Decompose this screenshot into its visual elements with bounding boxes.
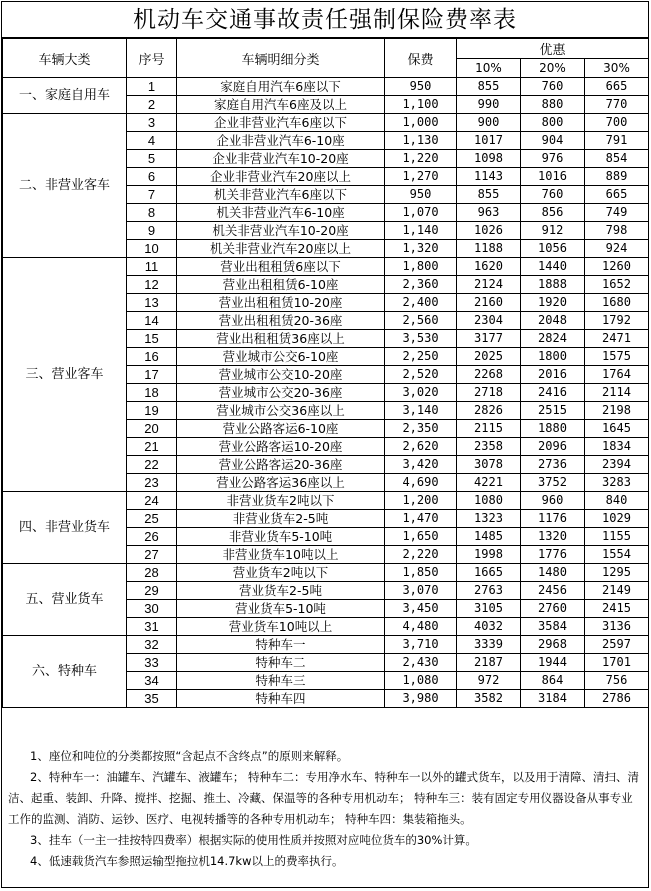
row-discount-10: 2358 (457, 438, 521, 456)
row-discount-30: 749 (585, 204, 649, 222)
row-seq: 11 (127, 258, 177, 276)
row-discount-10: 900 (457, 114, 521, 132)
row-premium: 2,350 (385, 420, 457, 438)
row-detail: 非营业货车2吨以下 (177, 492, 385, 510)
row-detail: 机关非营业汽车6座以下 (177, 186, 385, 204)
row-discount-30: 1260 (585, 258, 649, 276)
row-discount-10: 3177 (457, 330, 521, 348)
row-discount-30: 889 (585, 168, 649, 186)
row-detail: 非营业货车5-10吨 (177, 528, 385, 546)
row-discount-20: 912 (521, 222, 585, 240)
table-row (3, 114, 649, 132)
row-seq: 14 (127, 312, 177, 330)
row-seq: 5 (127, 150, 177, 168)
row-detail: 营业公路客运10-20座 (177, 438, 385, 456)
table-row (3, 492, 649, 510)
row-detail: 营业公路客运6-10座 (177, 420, 385, 438)
row-discount-20: 1440 (521, 258, 585, 276)
row-seq: 32 (127, 636, 177, 654)
row-seq: 9 (127, 222, 177, 240)
row-discount-10: 990 (457, 96, 521, 114)
category-cell: 六、特种车 (3, 636, 127, 708)
row-detail: 营业城市公交20-36座 (177, 384, 385, 402)
row-discount-30: 665 (585, 78, 649, 96)
row-discount-30: 2786 (585, 690, 649, 708)
row-seq: 28 (127, 564, 177, 582)
row-premium: 1,220 (385, 150, 457, 168)
row-discount-10: 1485 (457, 528, 521, 546)
row-detail: 营业公路客运36座以上 (177, 474, 385, 492)
row-premium: 3,020 (385, 384, 457, 402)
row-premium: 1,100 (385, 96, 457, 114)
row-seq: 3 (127, 114, 177, 132)
row-discount-20: 800 (521, 114, 585, 132)
category-cell: 四、非营业货车 (3, 492, 127, 564)
table-row (3, 258, 649, 276)
row-seq: 21 (127, 438, 177, 456)
row-seq: 29 (127, 582, 177, 600)
row-detail: 营业出租租赁6座以下 (177, 258, 385, 276)
row-discount-20: 2824 (521, 330, 585, 348)
row-detail: 营业出租租赁20-36座 (177, 312, 385, 330)
row-discount-20: 976 (521, 150, 585, 168)
row-discount-30: 2597 (585, 636, 649, 654)
row-discount-30: 840 (585, 492, 649, 510)
row-discount-10: 855 (457, 186, 521, 204)
header-premium: 保费 (385, 39, 457, 78)
row-detail: 机关非营业汽车10-20座 (177, 222, 385, 240)
row-premium: 2,620 (385, 438, 457, 456)
row-premium: 1,200 (385, 492, 457, 510)
row-discount-30: 924 (585, 240, 649, 258)
row-premium: 2,220 (385, 546, 457, 564)
row-discount-20: 2048 (521, 312, 585, 330)
row-discount-10: 2124 (457, 276, 521, 294)
row-discount-20: 760 (521, 78, 585, 96)
row-discount-10: 2763 (457, 582, 521, 600)
row-premium: 3,140 (385, 402, 457, 420)
row-discount-20: 880 (521, 96, 585, 114)
row-premium: 2,360 (385, 276, 457, 294)
header-row (3, 39, 649, 59)
row-seq: 31 (127, 618, 177, 636)
row-discount-20: 1800 (521, 348, 585, 366)
row-discount-30: 3136 (585, 618, 649, 636)
row-premium: 1,850 (385, 564, 457, 582)
row-discount-20: 2736 (521, 456, 585, 474)
row-discount-10: 3582 (457, 690, 521, 708)
header-detail: 车辆明细分类 (177, 39, 385, 78)
row-discount-20: 1776 (521, 546, 585, 564)
row-premium: 1,080 (385, 672, 457, 690)
row-discount-10: 1080 (457, 492, 521, 510)
notes-section (2, 744, 648, 872)
row-discount-30: 1764 (585, 366, 649, 384)
row-discount-30: 700 (585, 114, 649, 132)
row-discount-30: 2198 (585, 402, 649, 420)
row-discount-30: 791 (585, 132, 649, 150)
row-detail: 营业货车2吨以下 (177, 564, 385, 582)
row-discount-20: 2515 (521, 402, 585, 420)
row-discount-20: 904 (521, 132, 585, 150)
row-discount-30: 1645 (585, 420, 649, 438)
row-premium: 3,070 (385, 582, 457, 600)
row-premium: 2,250 (385, 348, 457, 366)
row-detail: 企业非营业汽车6座以下 (177, 114, 385, 132)
row-seq: 10 (127, 240, 177, 258)
row-discount-30: 770 (585, 96, 649, 114)
row-premium: 3,450 (385, 600, 457, 618)
row-discount-10: 972 (457, 672, 521, 690)
row-discount-10: 1998 (457, 546, 521, 564)
row-discount-30: 1575 (585, 348, 649, 366)
row-detail: 营业货车5-10吨 (177, 600, 385, 618)
row-seq: 18 (127, 384, 177, 402)
header-discount-10: 10% (457, 59, 521, 78)
row-seq: 12 (127, 276, 177, 294)
row-premium: 4,690 (385, 474, 457, 492)
row-discount-30: 1295 (585, 564, 649, 582)
row-discount-20: 760 (521, 186, 585, 204)
row-discount-20: 2416 (521, 384, 585, 402)
row-seq: 2 (127, 96, 177, 114)
row-discount-10: 3078 (457, 456, 521, 474)
row-seq: 24 (127, 492, 177, 510)
row-discount-10: 2826 (457, 402, 521, 420)
row-premium: 3,980 (385, 690, 457, 708)
row-seq: 23 (127, 474, 177, 492)
row-discount-10: 2268 (457, 366, 521, 384)
row-discount-30: 3283 (585, 474, 649, 492)
row-premium: 2,520 (385, 366, 457, 384)
row-detail: 非营业货车10吨以上 (177, 546, 385, 564)
row-discount-20: 1888 (521, 276, 585, 294)
row-discount-30: 756 (585, 672, 649, 690)
row-discount-30: 1834 (585, 438, 649, 456)
row-seq: 25 (127, 510, 177, 528)
row-detail: 特种车一 (177, 636, 385, 654)
rate-table (2, 38, 649, 708)
row-seq: 16 (127, 348, 177, 366)
row-detail: 营业出租租赁36座以上 (177, 330, 385, 348)
row-discount-10: 1620 (457, 258, 521, 276)
row-discount-30: 1029 (585, 510, 649, 528)
row-seq: 4 (127, 132, 177, 150)
row-seq: 35 (127, 690, 177, 708)
note: 4、低速载货汽车参照运输型拖拉机14.7kw以上的费率执行。 (30, 854, 344, 868)
row-seq: 17 (127, 366, 177, 384)
row-seq: 33 (127, 654, 177, 672)
row-detail: 企业非营业汽车6-10座 (177, 132, 385, 150)
row-seq: 13 (127, 294, 177, 312)
row-discount-20: 2016 (521, 366, 585, 384)
row-discount-10: 855 (457, 78, 521, 96)
row-detail: 家庭自用汽车6座以下 (177, 78, 385, 96)
row-detail: 家庭自用汽车6座及以上 (177, 96, 385, 114)
row-discount-10: 3105 (457, 600, 521, 618)
row-premium: 1,270 (385, 168, 457, 186)
row-discount-30: 1701 (585, 654, 649, 672)
row-discount-10: 2304 (457, 312, 521, 330)
row-discount-10: 1665 (457, 564, 521, 582)
row-detail: 企业非营业汽车20座以上 (177, 168, 385, 186)
table-row (3, 78, 649, 96)
row-premium: 950 (385, 186, 457, 204)
row-discount-10: 963 (457, 204, 521, 222)
row-seq: 22 (127, 456, 177, 474)
row-discount-20: 1056 (521, 240, 585, 258)
row-premium: 950 (385, 78, 457, 96)
row-discount-30: 1792 (585, 312, 649, 330)
category-cell: 一、家庭自用车 (3, 78, 127, 114)
header-discount-20: 20% (521, 59, 585, 78)
row-discount-30: 2114 (585, 384, 649, 402)
row-premium: 1,000 (385, 114, 457, 132)
row-discount-10: 2187 (457, 654, 521, 672)
row-discount-30: 1155 (585, 528, 649, 546)
row-discount-30: 665 (585, 186, 649, 204)
row-discount-10: 1026 (457, 222, 521, 240)
row-seq: 20 (127, 420, 177, 438)
row-discount-20: 1880 (521, 420, 585, 438)
row-premium: 3,420 (385, 456, 457, 474)
row-discount-20: 1944 (521, 654, 585, 672)
row-premium: 2,430 (385, 654, 457, 672)
row-discount-30: 1554 (585, 546, 649, 564)
row-premium: 3,710 (385, 636, 457, 654)
row-seq: 15 (127, 330, 177, 348)
row-discount-10: 4032 (457, 618, 521, 636)
rate-table-sheet (1, 1, 649, 888)
row-discount-10: 1143 (457, 168, 521, 186)
header-discount: 优惠 (457, 39, 649, 59)
row-discount-20: 1176 (521, 510, 585, 528)
row-seq: 8 (127, 204, 177, 222)
row-seq: 26 (127, 528, 177, 546)
row-discount-30: 798 (585, 222, 649, 240)
row-premium: 2,400 (385, 294, 457, 312)
row-premium: 1,140 (385, 222, 457, 240)
row-premium: 2,560 (385, 312, 457, 330)
row-detail: 特种车三 (177, 672, 385, 690)
row-detail: 营业公路客运20-36座 (177, 456, 385, 474)
row-detail: 特种车四 (177, 690, 385, 708)
row-discount-20: 2456 (521, 582, 585, 600)
row-discount-20: 2096 (521, 438, 585, 456)
row-discount-20: 1480 (521, 564, 585, 582)
header-seq: 序号 (127, 39, 177, 78)
row-seq: 27 (127, 546, 177, 564)
row-discount-20: 960 (521, 492, 585, 510)
table-row (3, 636, 649, 654)
row-discount-30: 2149 (585, 582, 649, 600)
row-detail: 营业出租租赁10-20座 (177, 294, 385, 312)
row-discount-30: 2394 (585, 456, 649, 474)
row-premium: 1,650 (385, 528, 457, 546)
row-discount-10: 4221 (457, 474, 521, 492)
row-seq: 34 (127, 672, 177, 690)
row-detail: 营业城市公交36座以上 (177, 402, 385, 420)
category-cell: 五、营业货车 (3, 564, 127, 636)
row-discount-30: 1652 (585, 276, 649, 294)
header-discount-30: 30% (585, 59, 649, 78)
row-detail: 机关非营业汽车6-10座 (177, 204, 385, 222)
row-premium: 1,070 (385, 204, 457, 222)
row-discount-10: 1017 (457, 132, 521, 150)
row-seq: 30 (127, 600, 177, 618)
row-discount-30: 2415 (585, 600, 649, 618)
row-seq: 7 (127, 186, 177, 204)
row-detail: 营业货车10吨以上 (177, 618, 385, 636)
page-title: 机动车交通事故责任强制保险费率表 (2, 2, 648, 38)
row-detail: 非营业货车2-5吨 (177, 510, 385, 528)
row-discount-20: 1016 (521, 168, 585, 186)
row-discount-20: 3752 (521, 474, 585, 492)
row-premium: 1,320 (385, 240, 457, 258)
row-discount-20: 3584 (521, 618, 585, 636)
row-detail: 机关非营业汽车20座以上 (177, 240, 385, 258)
row-discount-20: 856 (521, 204, 585, 222)
row-discount-30: 2471 (585, 330, 649, 348)
row-discount-30: 854 (585, 150, 649, 168)
row-discount-10: 2115 (457, 420, 521, 438)
row-seq: 6 (127, 168, 177, 186)
header-category: 车辆大类 (3, 39, 127, 78)
row-premium: 1,470 (385, 510, 457, 528)
note: 2、特种车一：油罐车、汽罐车、液罐车； 特种车二：专用净水车、特种车一以外的罐式货车，以及用于清障、清扫、清洁、起重、装卸、升降、搅拌、挖掘、推土、冷藏、保温等的各种专用机动车； 特种车三：装有固定专用仪器设备从事专业工作的监测、消防、运钞、医疗、电视转播等的各种专用机动车； 特种车四：集装箱拖头。 (8, 770, 639, 826)
note: 3、挂车（一主一挂按特四费率）根据实际的使用性质并按照对应吨位货车的30%计算。 (30, 833, 477, 847)
row-detail: 营业城市公交6-10座 (177, 348, 385, 366)
row-discount-10: 1323 (457, 510, 521, 528)
row-detail: 特种车二 (177, 654, 385, 672)
row-discount-10: 3339 (457, 636, 521, 654)
row-discount-10: 2718 (457, 384, 521, 402)
row-discount-20: 2760 (521, 600, 585, 618)
row-discount-20: 1320 (521, 528, 585, 546)
row-discount-20: 3184 (521, 690, 585, 708)
table-row (3, 564, 649, 582)
row-discount-10: 1188 (457, 240, 521, 258)
category-cell: 三、营业客车 (3, 258, 127, 492)
row-detail: 营业出租租赁6-10座 (177, 276, 385, 294)
row-discount-20: 1920 (521, 294, 585, 312)
note: 1、座位和吨位的分类都按照“含起点不含终点”的原则来解释。 (30, 749, 349, 763)
row-detail: 营业货车2-5吨 (177, 582, 385, 600)
row-seq: 19 (127, 402, 177, 420)
row-discount-10: 2160 (457, 294, 521, 312)
row-premium: 4,480 (385, 618, 457, 636)
table-body (3, 78, 649, 708)
row-discount-20: 2968 (521, 636, 585, 654)
row-discount-20: 864 (521, 672, 585, 690)
row-premium: 1,130 (385, 132, 457, 150)
row-premium: 3,530 (385, 330, 457, 348)
row-discount-30: 1680 (585, 294, 649, 312)
category-cell: 二、非营业客车 (3, 114, 127, 258)
row-detail: 营业城市公交10-20座 (177, 366, 385, 384)
row-discount-10: 2025 (457, 348, 521, 366)
row-premium: 1,800 (385, 258, 457, 276)
row-detail: 企业非营业汽车10-20座 (177, 150, 385, 168)
row-seq: 1 (127, 78, 177, 96)
row-discount-10: 1098 (457, 150, 521, 168)
